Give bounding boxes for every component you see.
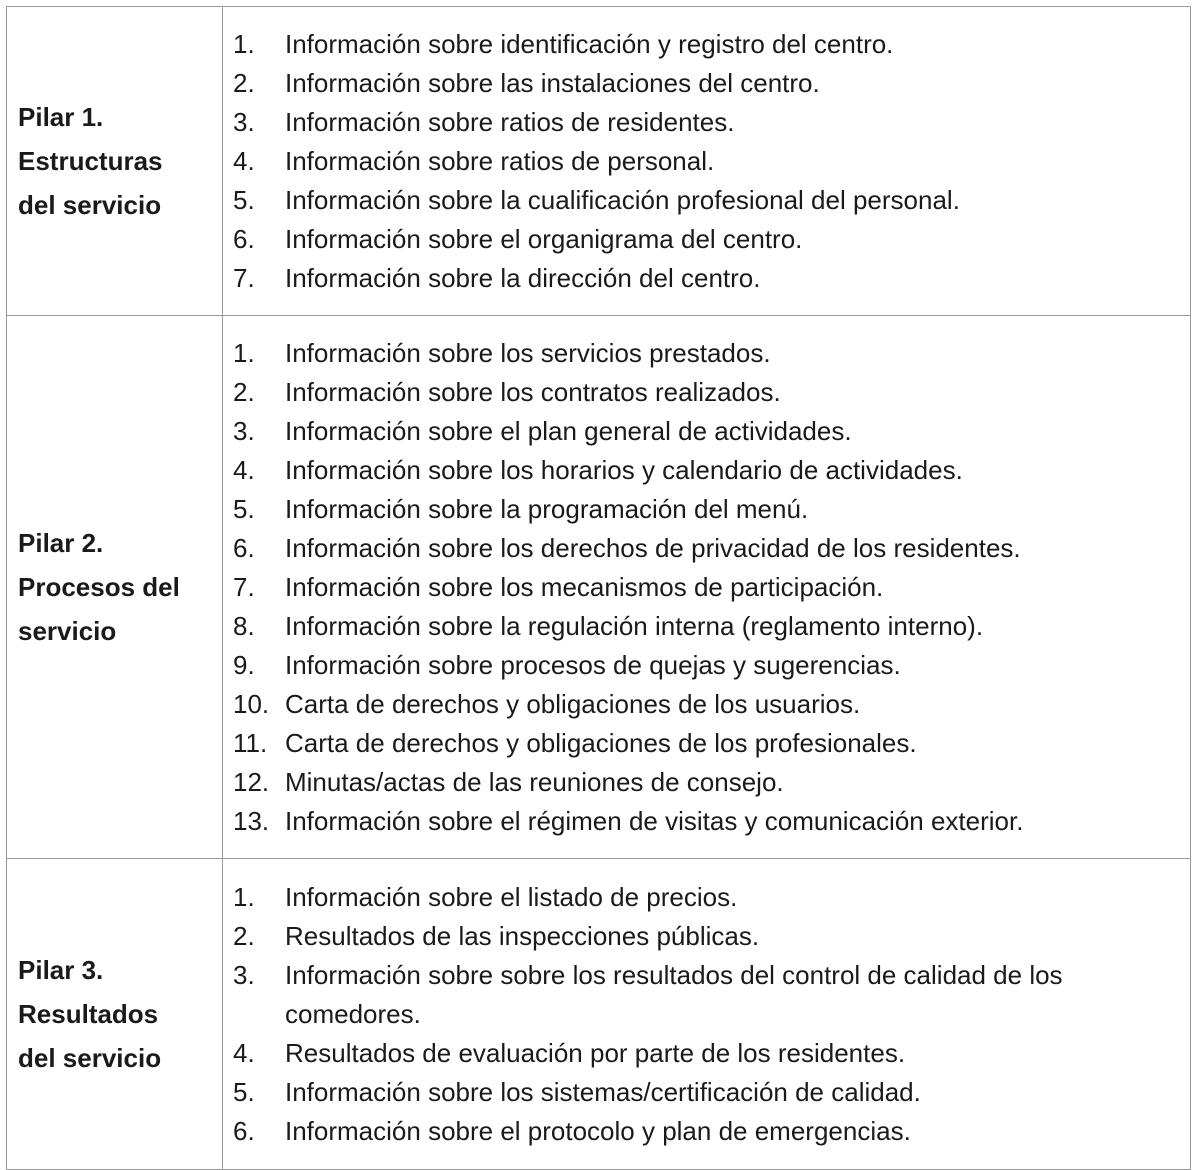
item-text: Información sobre ratios de residentes. [285, 106, 735, 137]
list-item [223, 956, 1190, 1034]
item-number: 5. [233, 493, 255, 524]
item-number: 9. [233, 649, 255, 680]
item-text: Carta de derechos y obligaciones de los profesionales. [285, 727, 917, 758]
list-item [223, 181, 1190, 220]
list-item [223, 142, 1190, 181]
item-text: Información sobre el protocolo y plan de emergencias. [285, 1115, 911, 1146]
item-number: 2. [233, 376, 255, 407]
list-item [223, 490, 1190, 529]
pillar-name-line: Procesos del [18, 572, 180, 602]
item-text: Información sobre el régimen de visitas y comunicación exterior. [285, 805, 1024, 836]
pillar-row [7, 7, 1191, 316]
item-number: 4. [233, 454, 255, 485]
item-number: 3. [233, 959, 255, 990]
list-item [223, 64, 1190, 103]
item-number: 3. [233, 415, 255, 446]
list-item [223, 25, 1190, 64]
pillars-table [6, 6, 1191, 1170]
pillar-items-list [223, 25, 1190, 298]
pillar-row [7, 859, 1191, 1170]
pillar-name-line: Pilar 2. [18, 528, 104, 558]
item-text: Información sobre los sistemas/certificación de calidad. [285, 1076, 921, 1107]
item-text: Información sobre el plan general de actividades. [285, 415, 852, 446]
list-item [223, 685, 1190, 724]
item-number: 8. [233, 610, 255, 641]
item-text: Información sobre la regulación interna (reglamento interno). [285, 610, 984, 641]
item-number: 10. [233, 688, 270, 719]
pillar-row [7, 316, 1191, 859]
item-text: Minutas/actas de las reuniones de consejo. [285, 766, 784, 797]
list-item [223, 373, 1190, 412]
item-number: 7. [233, 571, 255, 602]
item-text: Carta de derechos y obligaciones de los usuarios. [285, 688, 861, 719]
item-number: 5. [233, 1076, 255, 1107]
pillar-name-line: Estructuras [18, 146, 163, 176]
pillar-items-cell [223, 316, 1191, 859]
list-item [223, 1073, 1190, 1112]
list-item [223, 802, 1190, 841]
item-text: Información sobre los mecanismos de participación. [285, 571, 884, 602]
item-number: 4. [233, 1037, 255, 1068]
list-item [223, 763, 1190, 802]
item-text: Información sobre los horarios y calendario de actividades. [285, 454, 963, 485]
item-number: 12. [233, 766, 270, 797]
item-text: Información sobre la programación del menú. [285, 493, 809, 524]
item-text: Información sobre identificación y registro del centro. [285, 28, 894, 59]
pillar-items-list [223, 334, 1190, 841]
list-item [223, 646, 1190, 685]
pillar-name-cell [7, 316, 223, 859]
item-text: Información sobre los derechos de privacidad de los residentes. [285, 532, 1021, 563]
item-number: 1. [233, 337, 255, 368]
item-number: 6. [233, 223, 255, 254]
item-number: 6. [233, 532, 255, 563]
item-number: 2. [233, 920, 255, 951]
pillar-name-line: Pilar 1. [18, 102, 104, 132]
pillar-items-cell [223, 859, 1191, 1170]
item-text: Información sobre el organigrama del centro. [285, 223, 803, 254]
pillar-name-cell [7, 859, 223, 1170]
item-number: 2. [233, 67, 255, 98]
list-item [223, 412, 1190, 451]
list-item [223, 259, 1190, 298]
item-text: Información sobre el listado de precios. [285, 881, 738, 912]
item-text: Información sobre procesos de quejas y sugerencias. [285, 649, 901, 680]
item-number: 11. [233, 727, 268, 758]
item-number: 13. [233, 805, 270, 836]
list-item [223, 529, 1190, 568]
item-number: 1. [233, 881, 255, 912]
item-number: 7. [233, 262, 255, 293]
item-number: 5. [233, 184, 255, 215]
list-item [223, 568, 1190, 607]
list-item [223, 1034, 1190, 1073]
list-item [223, 451, 1190, 490]
list-item [223, 607, 1190, 646]
item-number: 6. [233, 1115, 255, 1146]
list-item [223, 724, 1190, 763]
pillar-name-line: del servicio [18, 190, 162, 220]
list-item [223, 1112, 1190, 1151]
list-item [223, 334, 1190, 373]
pillar-items-list [223, 878, 1190, 1151]
item-number: 4. [233, 145, 255, 176]
pillar-name-line: Resultados [18, 999, 159, 1029]
item-text: Resultados de las inspecciones públicas. [285, 920, 760, 951]
item-text: Información sobre las instalaciones del centro. [285, 67, 820, 98]
pillar-name-line: servicio [18, 616, 117, 646]
list-item [223, 103, 1190, 142]
pillar-name-cell [7, 7, 223, 316]
item-text: Información sobre los contratos realizados. [285, 376, 781, 407]
list-item [223, 917, 1190, 956]
item-text: Información sobre sobre los resultados del control de calidad de los comedores. [285, 959, 1063, 1029]
list-item [223, 878, 1190, 917]
pillar-items-cell [223, 7, 1191, 316]
item-text: Información sobre los servicios prestados. [285, 337, 771, 368]
item-number: 3. [233, 106, 255, 137]
pillar-name-line: Pilar 3. [18, 955, 104, 985]
pillar-name-line: del servicio [18, 1043, 162, 1073]
item-text: Información sobre la dirección del centro. [285, 262, 761, 293]
list-item [223, 220, 1190, 259]
item-text: Información sobre ratios de personal. [285, 145, 715, 176]
item-text: Resultados de evaluación por parte de los residentes. [285, 1037, 906, 1068]
item-number: 1. [233, 28, 255, 59]
item-text: Información sobre la cualificación profesional del personal. [285, 184, 960, 215]
